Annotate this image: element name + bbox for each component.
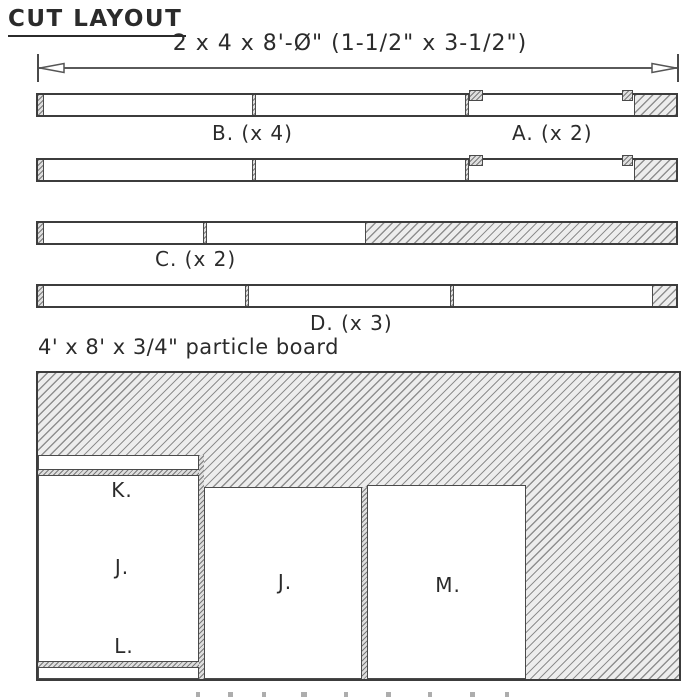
piece-label-j-left: J. [114, 555, 130, 579]
notch-waste-block [469, 90, 483, 101]
particle-board [36, 371, 681, 681]
kerf-sliver [38, 95, 44, 115]
kerf-line [450, 286, 454, 306]
lumber-bar-1 [36, 93, 678, 117]
kerf-line [203, 223, 207, 243]
page-title: CUT LAYOUT [8, 6, 186, 37]
waste-region [652, 286, 676, 306]
kerf-line [245, 286, 249, 306]
dimension-arrow-right-icon [649, 61, 677, 75]
lumber-bar-2 [36, 158, 678, 182]
piece-label-k: K. [111, 478, 133, 502]
kerf-sliver [38, 160, 44, 180]
kerf-sliver [38, 223, 44, 243]
kerf-sliver [38, 286, 44, 306]
waste-region [634, 95, 676, 115]
piece-strip-k [38, 455, 199, 470]
dimension-tick-right [677, 54, 679, 82]
lumber-bar-4 [36, 284, 678, 308]
board-caption: 4' x 8' x 3/4" particle board [38, 335, 339, 359]
dimension-line [38, 67, 678, 69]
notch-waste-block [469, 155, 483, 166]
notch-waste-block [622, 155, 633, 166]
cut-label-a: A. (x 2) [512, 121, 593, 145]
cut-label-c: C. (x 2) [155, 247, 237, 271]
notch-waste-block [622, 90, 633, 101]
waste-region [365, 223, 676, 243]
piece-label-j-middle: J. [277, 570, 293, 594]
piece-label-l: L. [114, 634, 134, 658]
kerf-line [252, 95, 256, 115]
piece-label-m: M. [435, 573, 461, 597]
waste-region [634, 160, 676, 180]
dimension-arrow-left-icon [39, 61, 67, 75]
lumber-bar-3 [36, 221, 678, 245]
kerf-line [252, 160, 256, 180]
cut-label-b: B. (x 4) [212, 121, 293, 145]
dimension-label: 2 x 4 x 8'-Ø" (1-1/2" x 3-1/2") [172, 31, 528, 56]
cut-label-d: D. (x 3) [310, 311, 393, 335]
piece-strip-l [38, 667, 199, 679]
